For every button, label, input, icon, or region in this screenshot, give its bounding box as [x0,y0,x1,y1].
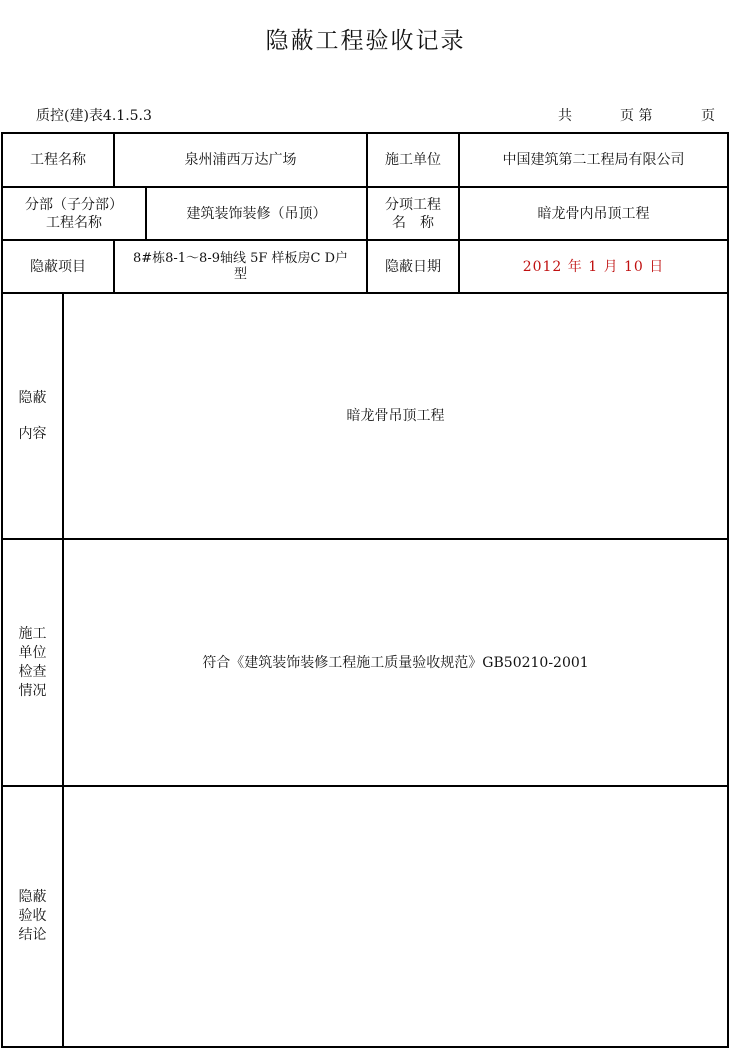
item-label-line2: 名 称 [392,214,434,231]
inspection-section-label [3,540,62,785]
subdivision-value: 建筑装饰装修（吊顶） [186,205,327,222]
concealed-item-line2: 型 [233,266,247,282]
item-label-line1: 分项工程 [385,196,441,213]
page-current-label: 页 第 [620,108,653,124]
subdivision-label [3,188,145,239]
inspection-section-text: 符合《建筑装饰装修工程施工质量验收规范》GB50210-2001 [202,654,589,671]
content-label-line1: 隐蔽 [18,390,47,406]
project-name-label: 工程名称 [30,152,86,168]
subdivision-label-line2: 工程名称 [46,214,102,231]
form-code: 质控(建)表4.1.5.3 [36,108,152,124]
content-section-text: 暗龙骨吊顶工程 [346,408,445,424]
content-section-label [3,294,62,538]
conclusion-section-label [3,787,62,1046]
page-end-label: 页 [701,108,715,124]
item-value: 暗龙骨内吊顶工程 [537,205,650,222]
table-border-bottom [1,1046,729,1048]
inspection-label-line: 情况 [18,682,47,699]
table-border-right [727,132,729,1048]
conclusion-label-line: 结论 [18,927,47,943]
concealed-date-label: 隐蔽日期 [385,258,441,275]
inspection-label-line: 单位 [18,644,47,661]
project-name-value: 泉州浦西万达广场 [184,152,297,168]
inspection-label-line: 检查 [18,663,47,680]
content-label-line2: 内容 [18,426,47,442]
item-label [368,188,458,239]
page-total-label: 共 [558,108,572,124]
concealed-item-line1: 8#栋8-1～8-9轴线 5F 样板房C D户 [132,250,349,266]
conclusion-label-line: 验收 [18,908,47,924]
subdivision-label-line1: 分部（子分部） [25,196,123,213]
conclusion-label-line: 隐蔽 [18,889,47,905]
form-title: 隐蔽工程验收记录 [265,28,466,54]
conclusion-section-text [64,787,727,1046]
concealed-date-value: 2012 年 1 月 10 日 [522,258,665,275]
inspection-label-line: 施工 [18,625,47,642]
concealed-item-label: 隐蔽项目 [30,258,86,275]
contractor-value: 中国建筑第二工程局有限公司 [502,152,685,168]
contractor-label: 施工单位 [385,152,441,168]
concealed-item-value [115,241,366,292]
